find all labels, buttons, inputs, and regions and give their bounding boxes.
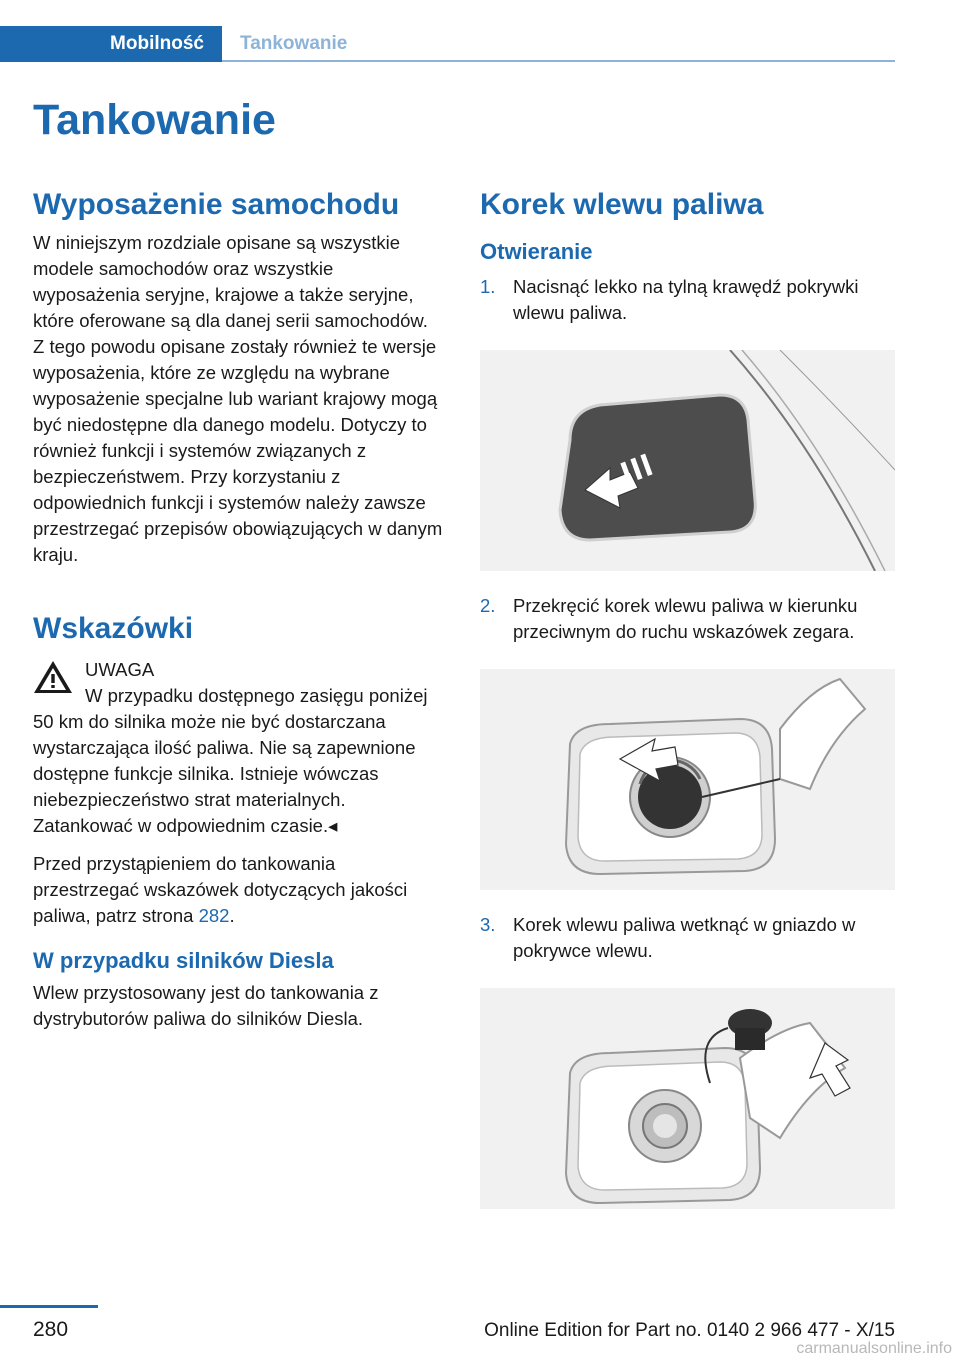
steps-list-3: [480, 912, 895, 964]
steps-list: [480, 274, 895, 326]
header-tabbar: [0, 26, 895, 62]
figure-turn-cap: [480, 669, 895, 890]
warning-label: UWAGA: [85, 659, 155, 680]
note-end: .: [229, 905, 235, 926]
step-number: 1.: [480, 276, 496, 298]
diesel-heading: W przypadku silników Diesla: [33, 948, 334, 973]
figure-stow-cap: [480, 988, 895, 1209]
equipment-heading: Wyposażenie samochodu: [33, 188, 400, 221]
equipment-text: W niniejszym rozdziale opisane są wszystkie modele samochodów oraz wszystkie wyposażenia seryjne, krajowe a także seryjne, które oferowane są dla danej serii samochodów. Z tego powodu opisane zostały również te wersje wyposażenia, które ze względu na wybrane wyposażenie specjalne lub wariant krajowy mogą być niedostępne dla danego modelu. Dotyczy to również funkcji i systemów związanych z bezpieczeństwem. Przy korzystaniu z odpowiednich funkcji i systemów należy zawsze przestrzegać przepisów obowiązujących w danym kraju.: [33, 231, 443, 565]
step-text: Przekręcić korek wlewu paliwa w kierunku przeciwnym do ruchu wskazówek zegara.: [513, 595, 858, 643]
footer-edition: Online Edition for Part no. 0140 2 966 477 - X/15: [484, 1320, 895, 1341]
right-column: [480, 186, 895, 1209]
step-number: 2.: [480, 595, 496, 617]
left-column: [33, 186, 443, 1032]
step-number: 3.: [480, 914, 496, 936]
tab-underline: [222, 60, 895, 62]
fuel-cap-turn-illustration: [480, 669, 895, 890]
tab-mobility[interactable]: Mobilność: [0, 26, 222, 62]
fuel-cap-heading: Korek wlewu paliwa: [480, 188, 764, 221]
tab-refueling[interactable]: Tankowanie: [240, 33, 348, 54]
page-number: 280: [33, 1318, 69, 1341]
page-title: Tankowanie: [33, 96, 276, 144]
step-3: [480, 912, 895, 964]
footer-accent-line: [0, 1305, 98, 1308]
opening-subheading: Otwieranie: [480, 238, 593, 264]
step-2: [480, 593, 895, 645]
step-text: Nacisnąć lekko na tylną krawędź pokrywki wlewu paliwa.: [513, 276, 859, 324]
fuel-cap-stow-illustration: [480, 988, 895, 1209]
step-1: [480, 274, 895, 326]
warning-triangle-icon: [33, 659, 73, 695]
page-link-282[interactable]: 282: [198, 905, 230, 926]
warning-block: [33, 657, 443, 839]
watermark: carmanualsonline.info: [796, 1340, 952, 1357]
fuel-quality-note: [33, 851, 443, 929]
diesel-text: Wlew przystosowany jest do tankowania z dystrybutorów paliwa do silników Diesla.: [33, 981, 379, 1029]
step-text: Korek wlewu paliwa wetknąć w gniazdo w pokrywce wlewu.: [513, 914, 856, 962]
note-text: Przed przystąpieniem do tankowania przestrzegać wskazówek dotyczących jakości paliwa, patrz strona: [33, 853, 408, 926]
fuel-flap-press-illustration: [480, 350, 895, 571]
steps-list-2: [480, 593, 895, 645]
warning-text: W przypadku dostępnego zasięgu poniżej 50 km do silnika może nie być dostarczana wystarczająca ilość paliwa. Nie są zapewnione dostępne funkcje silnika. Istnieje wówczas niebezpieczeństwo strat materialnych. Zatankować w odpowiednim czasie.◂: [33, 685, 428, 836]
hints-heading: Wskazówki: [33, 611, 194, 645]
figure-press-flap: [480, 350, 895, 571]
